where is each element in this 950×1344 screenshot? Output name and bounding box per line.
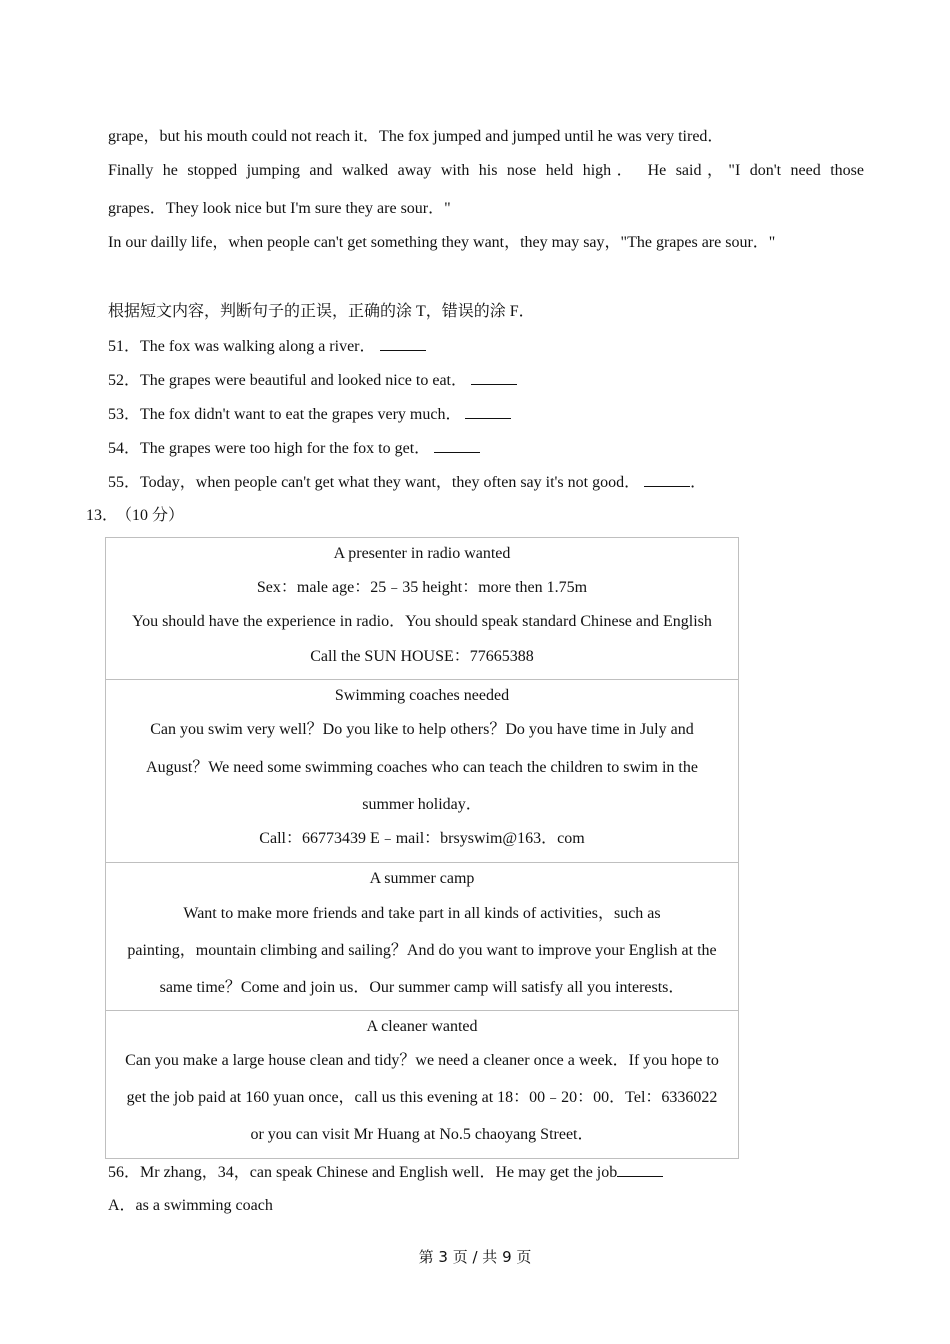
answer-blank[interactable] (465, 404, 511, 419)
question-56 (108, 1162, 663, 1183)
question-text: The grapes were too high for the fox to get． (140, 440, 431, 457)
ad-line: Call the SUN HOUSE：77665388 (310, 648, 534, 665)
question-51 (108, 336, 426, 357)
section-points: （10 分） (124, 507, 185, 524)
page-footer: 第 3 页 / 共 9 页 (418, 1248, 532, 1266)
ad-line: or you can visit Mr Huang at No.5 chaoyang Street． (250, 1126, 594, 1143)
question-number: 51． (108, 338, 141, 355)
ad-line: Sex：male age：25﹣35 height：more then 1.75m (256, 579, 588, 596)
question-text: The grapes were beautiful and looked nice to eat． (140, 372, 467, 389)
ad-line: painting，mountain climbing and sailing？And do you want to improve your English at the (127, 942, 717, 959)
ad-summer-camp (106, 863, 738, 1011)
question-suffix: ． (690, 474, 707, 491)
section-number: 13． (86, 507, 119, 524)
question-55 (108, 472, 706, 493)
question-number: 52． (108, 372, 141, 389)
ads-table (105, 537, 739, 1159)
ad-line: Can you make a large house clean and tidy？we need a cleaner once a week．If you hope to (125, 1052, 719, 1069)
story-line-1: grape，but his mouth could not reach it．The fox jumped and jumped until he was very tired． (108, 128, 724, 145)
question-text: Today，when people can't get what they want，they often say it's not good． (140, 474, 641, 491)
story-line-4: In our dailly life，when people can't get something they want，they may say，"The grapes are sour．" (108, 234, 776, 251)
ad-cleaner (106, 1011, 738, 1158)
answer-blank[interactable] (471, 370, 517, 385)
question-54 (108, 438, 480, 459)
answer-blank[interactable] (644, 472, 690, 487)
ad-line: Call：66773439 E﹣mail：brsyswim@163．com (259, 830, 585, 847)
ad-title: A summer camp (369, 870, 475, 887)
ad-line: same time？Come and join us．Our summer camp will satisfy all you interests． (159, 979, 685, 996)
ad-swimming-coaches (106, 680, 738, 863)
question-53 (108, 404, 511, 425)
ad-line: August？We need some swimming coaches who can teach the children to swim in the (146, 759, 698, 776)
answer-blank[interactable] (380, 336, 426, 351)
story-line-2: Finally he stopped jumping and walked away with his nose held high． He said，"I don't need those (108, 162, 864, 179)
ad-line: You should have the experience in radio．You should speak standard Chinese and English (132, 613, 712, 630)
ad-title: A presenter in radio wanted (333, 545, 511, 562)
question-text: The fox was walking along a river． (140, 338, 376, 355)
ad-line: get the job paid at 160 yuan once，call us this evening at 18：00﹣20：00．Tel：6336022 (126, 1089, 718, 1106)
section-13-header (86, 506, 184, 526)
ad-line: Want to make more friends and take part in all kinds of activities，such as (183, 905, 661, 922)
option-a[interactable]: A．as a swimming coach (108, 1197, 273, 1214)
ad-line: Can you swim very well？Do you like to help others？Do you have time in July and (150, 721, 694, 738)
story-line-3: grapes．They look nice but I'm sure they are sour．" (108, 200, 451, 217)
ad-radio-presenter (106, 538, 738, 680)
question-number: 54． (108, 440, 141, 457)
ad-title: Swimming coaches needed (334, 687, 510, 704)
ad-title: A cleaner wanted (366, 1018, 478, 1035)
question-number: 55． (108, 474, 141, 491)
ad-line: summer holiday． (362, 796, 482, 813)
answer-blank[interactable] (434, 438, 480, 453)
question-52 (108, 370, 517, 391)
question-text: Mr zhang，34，can speak Chinese and English well．He may get the job (140, 1164, 618, 1181)
question-text: The fox didn't want to eat the grapes very much． (140, 406, 462, 423)
question-number: 56． (108, 1164, 141, 1181)
question-number: 53． (108, 406, 141, 423)
instruction: 根据短文内容，判断句子的正误，正确的涂 T，错误的涂 F． (108, 303, 535, 320)
answer-blank[interactable] (617, 1162, 663, 1177)
